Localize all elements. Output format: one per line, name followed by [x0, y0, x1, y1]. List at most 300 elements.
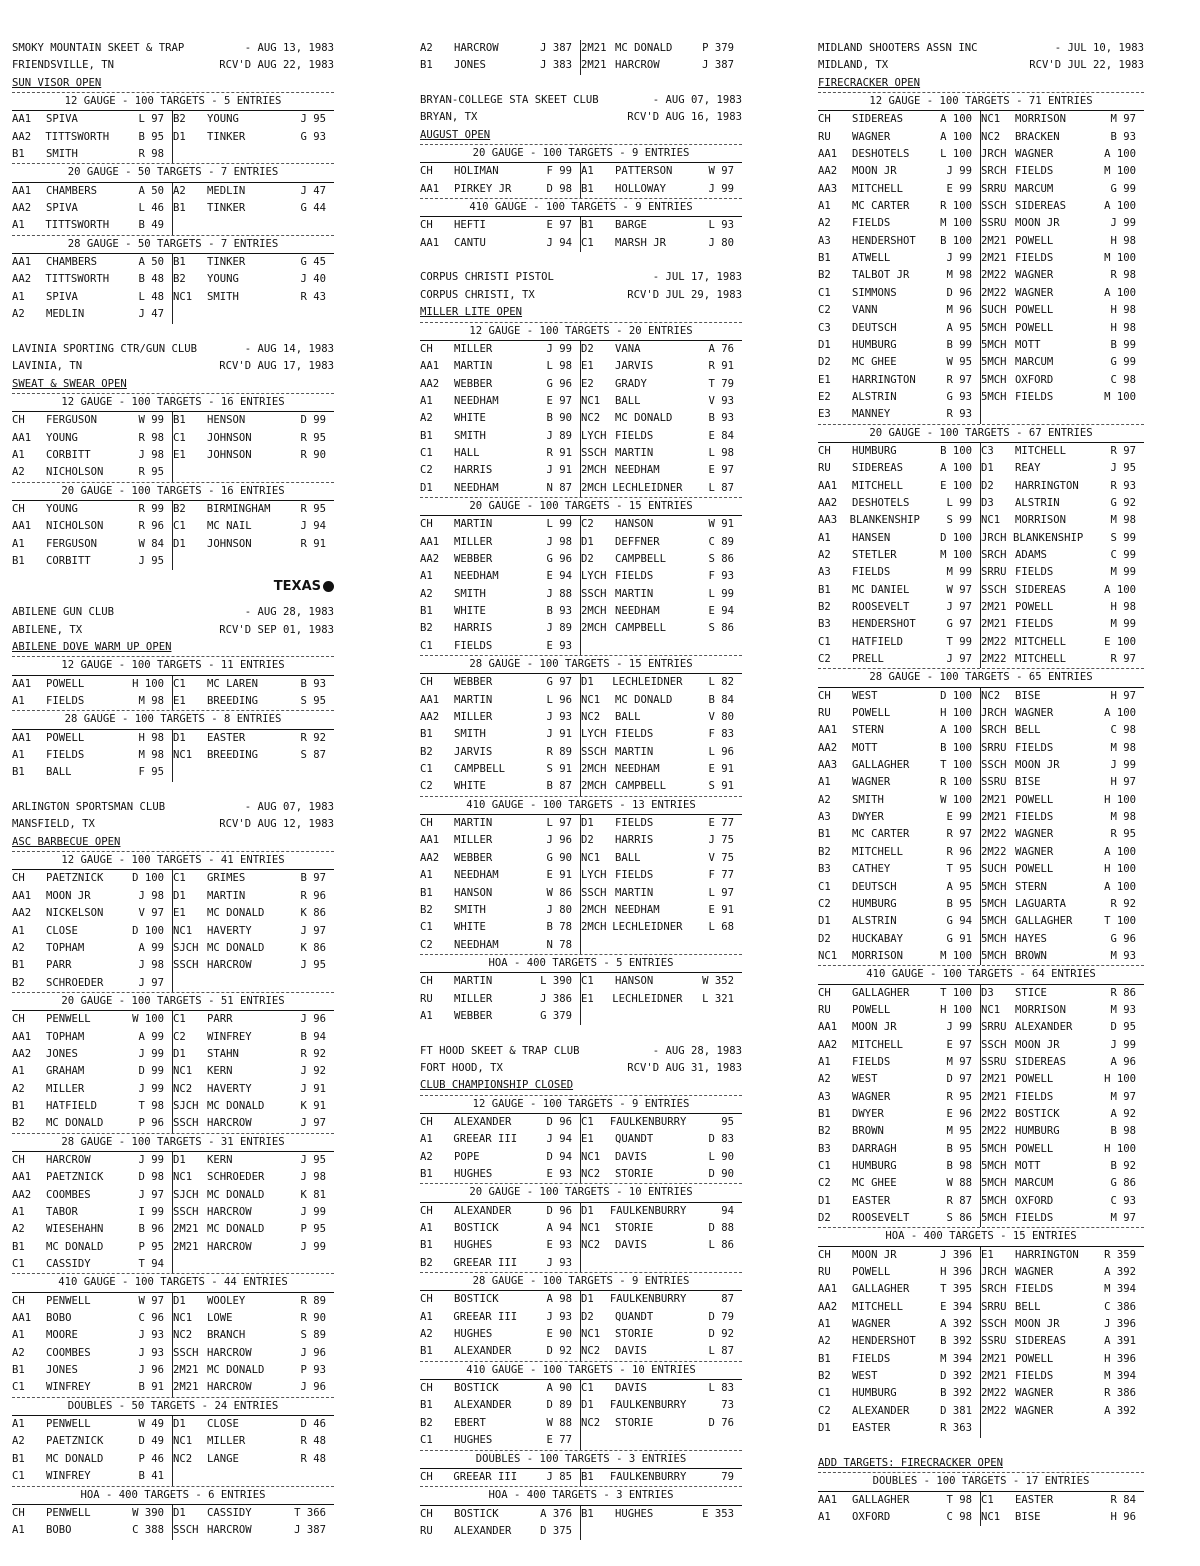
result-entry	[818, 1385, 981, 1402]
result-entry	[818, 774, 981, 791]
club-location-row	[12, 358, 334, 375]
score: L 99	[946, 496, 972, 509]
shooter-name: CASSIDY	[207, 1506, 252, 1519]
class-code: SSCH	[173, 1117, 199, 1130]
result-row	[818, 198, 1144, 215]
class-code: A2	[12, 941, 25, 954]
result-entry	[818, 372, 981, 389]
class-code: D1	[818, 915, 831, 928]
shooter-name: ALEXANDER	[454, 1204, 512, 1217]
class-code: SSCH	[581, 745, 607, 758]
result-entry	[12, 870, 173, 887]
score: D 90	[708, 1168, 734, 1180]
shooter-name: CORBITT	[46, 448, 91, 461]
result-entry	[818, 1210, 981, 1227]
class-code: 2M22	[981, 1404, 1007, 1417]
class-code: C1	[173, 520, 186, 533]
result-entry	[981, 688, 1144, 705]
shooter-name: MARTIN	[454, 817, 493, 830]
shooter-name: MITCHELL	[1015, 444, 1067, 457]
club-location-row	[12, 816, 334, 833]
class-code: D2	[981, 479, 994, 492]
result-row	[818, 1403, 1144, 1420]
score: A 50	[138, 256, 164, 269]
class-code: NC1	[173, 290, 193, 303]
score: D 100	[132, 924, 164, 937]
score: J 99	[138, 1082, 164, 1095]
result-row	[12, 430, 334, 447]
score: R 95	[138, 466, 164, 479]
class-code: AA1	[12, 677, 32, 690]
shooter-name: VANN	[852, 304, 878, 317]
class-code: CH	[12, 1294, 25, 1307]
result-entry	[420, 1397, 581, 1414]
result-entry	[173, 447, 334, 464]
result-row	[420, 1203, 742, 1220]
class-code: C2	[581, 518, 594, 531]
score: B 97	[300, 872, 326, 885]
class-code: 2M21	[981, 1352, 1007, 1365]
result-entry	[420, 603, 581, 620]
class-code: 5MCH	[981, 390, 1007, 403]
shooter-name: STORIE	[615, 1416, 654, 1429]
shooter-name: FAULKENBURRY	[609, 1204, 687, 1217]
score: A 92	[1110, 1107, 1136, 1120]
score: S 86	[946, 1212, 972, 1225]
class-code: SJCH	[173, 941, 199, 954]
class-code: CH	[420, 1204, 433, 1217]
class-code: 2MCH	[581, 763, 607, 776]
result-row	[420, 937, 742, 954]
result-entry	[818, 215, 981, 232]
score: L 98	[546, 360, 572, 373]
score: R 99	[138, 502, 164, 515]
result-entry	[173, 1505, 334, 1522]
result-entry	[818, 1492, 981, 1509]
result-row	[12, 464, 334, 481]
shooter-name: JONES	[454, 59, 486, 72]
score: E 91	[546, 869, 572, 882]
score: L 99	[708, 587, 734, 600]
shooter-name: POWELL	[852, 707, 891, 720]
shooter-name: SMITH	[207, 290, 239, 303]
result-row	[818, 233, 1144, 250]
class-code: B1	[420, 1239, 433, 1252]
result-entry	[581, 850, 742, 867]
shooter-name: MILLER	[454, 992, 493, 1005]
shooter-name: EBERT	[454, 1416, 486, 1429]
result-entry	[420, 902, 581, 919]
class-code: RU	[818, 1266, 831, 1279]
result-row	[420, 40, 742, 57]
class-code: D1	[581, 817, 594, 830]
result-entry	[173, 536, 334, 553]
club-city: CORPUS CHRISTI, TX	[420, 288, 535, 301]
shooter-name: DWYER	[852, 1107, 884, 1120]
result-row	[818, 129, 1144, 146]
score: M 394	[1104, 1283, 1136, 1296]
shooter-name: PIRKEY JR	[454, 182, 512, 195]
result-row	[818, 809, 1144, 826]
shooter-name: FIELDS	[852, 1352, 891, 1365]
class-code: D1	[173, 1506, 186, 1519]
score: L 48	[138, 290, 164, 303]
class-code: C1	[818, 880, 831, 893]
club-location-row	[818, 57, 1144, 74]
result-entry	[12, 1293, 173, 1310]
shooter-name: FIELDS	[615, 869, 654, 882]
score: J 99	[1110, 217, 1136, 230]
result-entry	[12, 111, 173, 128]
results-column-2	[420, 40, 742, 1540]
class-code: B1	[420, 59, 433, 72]
shooter-name: SIDEREAS	[1015, 1335, 1067, 1348]
class-code: 2M21	[981, 1073, 1007, 1086]
result-entry	[981, 913, 1144, 930]
result-entry	[981, 1351, 1144, 1368]
shooter-name: MARSH JR	[615, 236, 667, 249]
score: G 96	[546, 377, 572, 390]
result-entry	[818, 547, 981, 564]
score: C 96	[138, 1312, 164, 1325]
shooter-name: MOTT	[852, 741, 878, 754]
result-entry	[818, 1054, 981, 1071]
result-entry	[12, 306, 173, 323]
result-entry	[581, 778, 742, 795]
gauge-header: 28 GAUGE - 100 TARGETS - 31 ENTRIES	[12, 1133, 334, 1152]
class-code: NC2	[581, 1239, 601, 1252]
shooter-name: MC DONALD	[615, 42, 673, 54]
result-entry	[581, 1166, 742, 1183]
result-entry	[818, 146, 981, 163]
result-entry	[12, 905, 173, 922]
result-entry	[173, 1029, 334, 1046]
result-entry	[420, 1343, 581, 1360]
result-row	[818, 267, 1144, 284]
class-code: 2MCH	[581, 780, 607, 793]
result-entry	[981, 1210, 1144, 1227]
shooter-name: FIELDS	[1015, 566, 1054, 579]
shooter-name: MC DONALD	[207, 1099, 265, 1112]
shooter-name: NEEDHAM	[454, 869, 499, 882]
result-entry	[173, 254, 334, 271]
result-row	[420, 902, 742, 919]
result-entry	[581, 376, 742, 393]
shooter-name: NEEDHAM	[454, 570, 499, 583]
result-row	[818, 774, 1144, 791]
score: P 95	[300, 1223, 326, 1236]
score: A 76	[708, 342, 734, 355]
result-entry	[173, 676, 334, 693]
shooter-name: MARTIN	[615, 745, 654, 758]
shooter-name: FIELDS	[1015, 811, 1054, 824]
shooter-name: MILLER	[454, 834, 493, 847]
result-entry	[420, 1432, 581, 1449]
shooter-name: MC DONALD	[46, 1117, 104, 1130]
score: A 100	[940, 462, 972, 475]
shooter-name: DAVIS	[615, 1382, 647, 1395]
score: A 99	[138, 1030, 164, 1043]
class-code: C1	[173, 872, 186, 885]
result-row	[818, 320, 1144, 337]
shooter-name: SMITH	[454, 429, 486, 442]
result-row	[818, 599, 1144, 616]
result-entry	[12, 1011, 173, 1028]
shooter-name: WAGNER	[1015, 148, 1054, 161]
result-entry	[173, 1345, 334, 1362]
result-entry	[12, 536, 173, 553]
shooter-name: MOON JR	[1015, 1038, 1060, 1051]
result-entry	[420, 1237, 581, 1254]
score: G 92	[1110, 496, 1136, 509]
score: H 396	[1104, 1352, 1136, 1365]
gauge-header: 12 GAUGE - 100 TARGETS - 20 ENTRIES	[420, 322, 742, 341]
score: A 391	[1104, 1335, 1136, 1348]
class-code: NC1	[581, 1222, 601, 1235]
class-code: SSCH	[581, 886, 607, 899]
class-code: SRCH	[981, 724, 1007, 737]
result-entry	[420, 1523, 581, 1540]
shooter-name: WAGNER	[852, 1090, 891, 1103]
shooter-name: BOBO	[46, 1312, 72, 1325]
gauge-header: DOUBLES - 100 TARGETS - 3 ENTRIES	[420, 1450, 742, 1469]
result-entry	[818, 1123, 981, 1140]
result-entry	[581, 973, 742, 990]
result-entry	[981, 146, 1144, 163]
class-code: 5MCH	[981, 932, 1007, 945]
score: 94	[721, 1204, 734, 1217]
score: J 99	[1110, 759, 1136, 772]
result-entry	[12, 1115, 173, 1132]
result-entry	[12, 1169, 173, 1186]
result-row	[818, 1509, 1144, 1526]
result-entry	[581, 1469, 742, 1486]
score: M 100	[940, 949, 972, 962]
result-entry	[12, 1327, 173, 1344]
class-code: D1	[581, 1399, 594, 1412]
result-entry	[173, 1115, 334, 1132]
shooter-name: BALL	[46, 766, 72, 779]
score: 95	[721, 1115, 734, 1128]
score: J 93	[546, 711, 572, 724]
result-row	[818, 985, 1144, 1002]
class-code: C1	[581, 236, 594, 249]
score: W 97	[708, 165, 734, 178]
class-code: A1	[12, 1418, 25, 1431]
class-code: B1	[173, 256, 186, 269]
shooter-name: ALEXANDER	[454, 1524, 512, 1537]
shooter-name: BELL	[1015, 1300, 1041, 1313]
result-entry	[981, 337, 1144, 354]
score: M 100	[1104, 165, 1136, 178]
result-entry	[173, 1451, 334, 1468]
result-entry	[818, 1333, 981, 1350]
shooter-name: JOHNSON	[207, 537, 252, 550]
result-entry	[581, 1432, 742, 1449]
class-code: B3	[818, 618, 831, 631]
result-entry	[420, 638, 581, 655]
result-entry	[581, 692, 742, 709]
received-date: RCV'D AUG 31, 1983	[627, 1061, 742, 1074]
score: B 100	[940, 234, 972, 247]
class-code: B1	[818, 252, 831, 265]
result-row	[818, 111, 1144, 128]
result-entry	[981, 233, 1144, 250]
class-code: B2	[420, 903, 433, 916]
score: J 88	[546, 587, 572, 600]
result-entry	[818, 879, 981, 896]
result-entry	[981, 931, 1144, 948]
result-entry	[818, 1002, 981, 1019]
result-entry	[12, 1204, 173, 1221]
result-entry	[818, 1089, 981, 1106]
shooter-name: WEST	[852, 1073, 878, 1086]
score: R 95	[300, 431, 326, 444]
score: C 93	[1110, 1194, 1136, 1207]
class-code: NC1	[581, 851, 601, 864]
class-code: CH	[420, 165, 433, 178]
class-code: C2	[818, 897, 831, 910]
score: L 99	[546, 518, 572, 531]
score: R 48	[300, 1452, 326, 1465]
result-entry	[420, 850, 581, 867]
score: J 89	[546, 622, 572, 635]
shooter-name: MC DONALD	[207, 907, 265, 920]
score: R 89	[546, 745, 572, 758]
result-entry	[981, 1403, 1144, 1420]
shooter-name: GREEAR III	[453, 1310, 518, 1323]
result-entry	[981, 1299, 1144, 1316]
gauge-header: 12 GAUGE - 100 TARGETS - 16 ENTRIES	[12, 393, 334, 412]
shooter-name: MOON JR	[852, 165, 897, 178]
score: J 98	[138, 889, 164, 902]
score: J 383	[540, 59, 572, 72]
shooter-name: HARCROW	[207, 959, 252, 972]
result-entry	[981, 634, 1144, 651]
result-entry	[420, 1149, 581, 1166]
class-code: SRRU	[981, 1300, 1007, 1313]
class-code: B2	[173, 113, 186, 126]
shooter-name: FIELDS	[615, 429, 654, 442]
gauge-header: HOA - 400 TARGETS - 15 ENTRIES	[818, 1227, 1144, 1246]
class-code: E1	[581, 1133, 594, 1146]
class-code: SSCH	[173, 1206, 199, 1218]
class-code: 2M21	[981, 1090, 1007, 1103]
score: L 87	[708, 1345, 734, 1358]
class-code: CH	[420, 342, 433, 355]
score: G 99	[1110, 182, 1136, 195]
score: W 100	[940, 793, 972, 806]
shooter-name: WEBBER	[454, 1009, 493, 1022]
shooter-name: WEST	[852, 1370, 878, 1383]
score: M 93	[1110, 1003, 1136, 1016]
shooter-name: WAGNER	[852, 776, 891, 789]
score: V 97	[138, 907, 164, 920]
score: H 100	[1104, 1073, 1136, 1086]
score: B 94	[300, 1030, 326, 1043]
shooter-name: FIELDS	[46, 695, 85, 708]
shooter-name: HARRINGTON	[1015, 479, 1079, 492]
score: E 93	[546, 1168, 572, 1180]
score: J 387	[294, 1524, 326, 1537]
state-heading	[12, 570, 334, 604]
class-code: RU	[420, 1524, 433, 1537]
score: C 388	[132, 1524, 164, 1537]
score: B 99	[946, 338, 972, 351]
club-location-row	[420, 287, 742, 304]
result-row	[818, 1002, 1144, 1019]
shooter-name: WAGNER	[1015, 269, 1054, 282]
score: D 79	[708, 1310, 734, 1323]
shooter-name: MC DONALD	[207, 1188, 265, 1201]
result-row	[420, 1469, 742, 1486]
result-entry	[420, 1309, 581, 1326]
score: F 95	[138, 766, 164, 779]
score: B 84	[708, 693, 734, 706]
result-row	[818, 757, 1144, 774]
score: L 68	[708, 921, 734, 934]
class-code: A2	[12, 1082, 25, 1095]
class-code: AA1	[818, 148, 838, 161]
score: R 48	[300, 1435, 326, 1448]
class-code: B2	[173, 273, 186, 286]
result-entry	[173, 923, 334, 940]
score: B 92	[1110, 1160, 1136, 1172]
score: B 87	[546, 780, 572, 793]
class-code: C1	[581, 975, 594, 988]
result-entry	[420, 40, 581, 57]
class-code: C1	[818, 1160, 831, 1172]
shooter-name: MC DONALD	[615, 693, 673, 706]
result-entry	[12, 1362, 173, 1379]
shooter-name: MARTIN	[454, 693, 493, 706]
shooter-name: LECHLEIDNER	[612, 992, 683, 1005]
score: J 97	[138, 976, 164, 989]
club-city: LAVINIA, TN	[12, 360, 83, 373]
score: B 98	[946, 1160, 972, 1172]
class-code: NC1	[173, 1171, 193, 1184]
class-code: 5MCH	[981, 373, 1007, 386]
shooter-name: WAGNER	[1015, 707, 1054, 720]
class-code: NC1	[581, 1150, 601, 1163]
result-row	[12, 289, 334, 306]
class-code: C1	[981, 1493, 994, 1506]
result-entry	[818, 512, 981, 529]
class-code: C2	[818, 1404, 831, 1417]
result-row	[818, 844, 1144, 861]
result-entry	[420, 937, 581, 954]
score: J 99	[138, 1047, 164, 1060]
result-entry	[12, 1221, 173, 1238]
score: A 376	[540, 1507, 572, 1520]
class-code: SSCH	[581, 587, 607, 600]
class-code: A2	[818, 1073, 831, 1086]
result-entry	[981, 826, 1144, 843]
shooter-name: WAGNER	[1015, 1266, 1054, 1279]
shooter-name: GALLAGHER	[852, 1283, 910, 1296]
score: V 80	[708, 711, 734, 724]
score: R 386	[1104, 1387, 1136, 1400]
event-name: SUN VISOR OPEN	[12, 76, 102, 89]
class-code: CH	[420, 1470, 433, 1483]
result-entry	[12, 553, 173, 570]
shooter-name: FIELDS	[46, 749, 85, 762]
result-entry	[581, 217, 742, 234]
club-name: ARLINGTON SPORTSMAN CLUB	[12, 801, 166, 814]
score: E 94	[546, 570, 572, 583]
score: R 100	[940, 776, 972, 789]
class-code: 2M21	[981, 234, 1007, 247]
